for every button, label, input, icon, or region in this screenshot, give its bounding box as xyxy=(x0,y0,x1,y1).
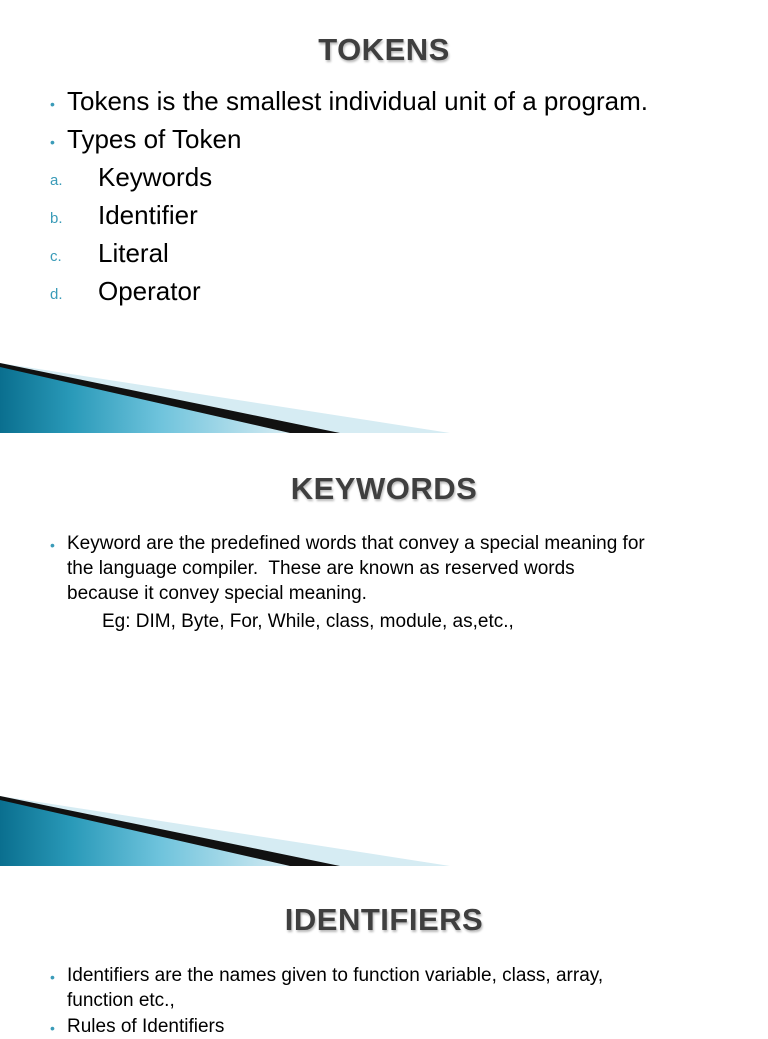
list-marker: c. xyxy=(50,248,62,265)
decorative-swoosh xyxy=(0,794,768,866)
list-item: Keywords xyxy=(98,162,213,192)
decorative-swoosh xyxy=(0,361,768,433)
paragraph-line: the language compiler. These are known as reserved words xyxy=(67,558,575,579)
list-marker: a. xyxy=(50,172,63,189)
bullet-icon: • xyxy=(50,1020,55,1036)
bullet-icon: • xyxy=(50,134,55,150)
paragraph xyxy=(67,963,742,1013)
bullet-icon: • xyxy=(50,96,55,112)
slide-title: KEYWORDS xyxy=(290,471,478,506)
list-item: Literal xyxy=(98,238,169,268)
slide-keywords xyxy=(0,433,768,866)
paragraph-line: Identifiers are the names given to function variable, class, array, xyxy=(67,965,604,986)
cut-off-line: Rules of Identifiers xyxy=(67,1016,225,1037)
list-item: Identifier xyxy=(98,200,198,230)
slide-title: TOKENS xyxy=(318,32,450,67)
bullet-text: Types of Token xyxy=(67,124,242,154)
list-item: Operator xyxy=(98,276,201,306)
list-marker: d. xyxy=(50,286,63,303)
slide-identifiers xyxy=(0,866,768,1037)
bullet-icon: • xyxy=(50,537,55,553)
paragraph xyxy=(67,531,742,606)
slide-title: IDENTIFIERS xyxy=(284,902,484,937)
list-marker: b. xyxy=(50,210,63,227)
paragraph-line: function etc., xyxy=(67,990,175,1011)
paragraph-line: Keyword are the predefined words that convey a special meaning for xyxy=(67,533,645,554)
example-text: Eg: DIM, Byte, For, While, class, module, as,etc., xyxy=(102,611,514,632)
paragraph-line: because it convey special meaning. xyxy=(67,583,367,604)
bullet-text: Tokens is the smallest individual unit of a program. xyxy=(67,86,648,116)
slide-tokens xyxy=(0,0,768,433)
bullet-icon: • xyxy=(50,969,55,985)
